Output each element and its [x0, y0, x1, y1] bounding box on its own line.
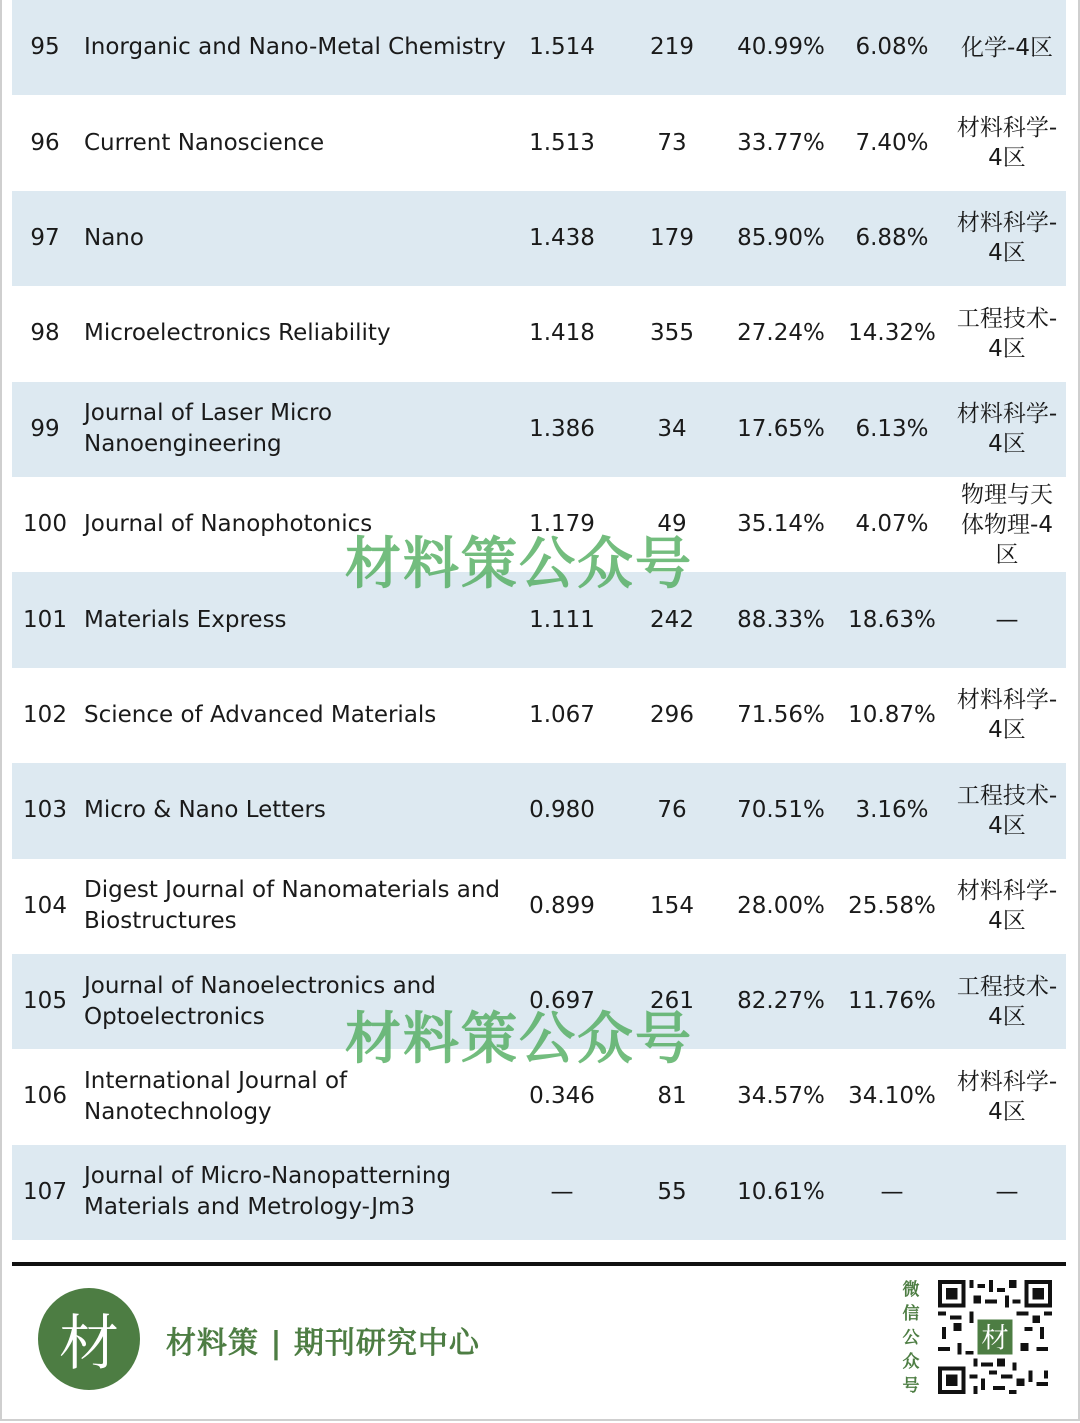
rank-cell: 101	[23, 606, 67, 633]
rank-cell: 97	[30, 224, 60, 251]
article-count-cell: 179	[650, 224, 694, 251]
self-citation-cell: 6.13%	[855, 415, 929, 442]
article-count-cell: 49	[657, 511, 687, 538]
impact-factor-cell: 0.980	[529, 797, 595, 824]
zone-cell: 工程技术-4区	[956, 782, 1058, 839]
self-citation-cell: 34.10%	[848, 1083, 936, 1110]
rank-cell: 100	[23, 511, 67, 538]
self-citation-cell: 3.16%	[855, 797, 929, 824]
brand-title: 材料策 | 期刊研究中心	[166, 1326, 480, 1361]
journal-table	[12, 0, 1066, 1240]
oa-ratio-cell: 33.77%	[737, 129, 825, 156]
oa-ratio-cell: 40.99%	[737, 34, 825, 61]
impact-factor-cell: 0.899	[529, 892, 595, 919]
impact-factor-cell: 1.067	[529, 701, 595, 728]
article-count-cell: 219	[650, 34, 694, 61]
self-citation-cell: 6.88%	[855, 224, 929, 251]
table-row	[12, 477, 1066, 572]
self-citation-cell: —	[880, 1178, 904, 1205]
table-row	[12, 572, 1066, 667]
journal-name-cell: Nano	[84, 224, 144, 251]
impact-factor-cell: 1.418	[529, 320, 595, 347]
table-row	[12, 859, 1066, 954]
zone-cell: 材料科学-4区	[956, 115, 1058, 172]
article-count-cell: 242	[650, 606, 694, 633]
oa-ratio-cell: 34.57%	[737, 1083, 825, 1110]
table-row	[12, 286, 1066, 381]
zone-cell: 工程技术-4区	[956, 305, 1058, 362]
watermark: 材料策公众号	[345, 1007, 693, 1072]
oa-ratio-cell: 27.24%	[737, 320, 825, 347]
self-citation-cell: 10.87%	[848, 701, 936, 728]
article-count-cell: 81	[657, 1083, 687, 1110]
rank-cell: 104	[23, 892, 67, 919]
rank-cell: 102	[23, 701, 67, 728]
zone-cell: 化学-4区	[961, 34, 1053, 61]
oa-ratio-cell: 17.65%	[737, 415, 825, 442]
journal-name-cell: Microelectronics Reliability	[84, 320, 391, 347]
watermark: 材料策公众号	[345, 532, 693, 597]
table-row	[12, 763, 1066, 858]
self-citation-cell: 6.08%	[855, 34, 929, 61]
footer	[12, 1266, 1066, 1416]
journal-name-cell: Science of Advanced Materials	[84, 701, 437, 728]
article-count-cell: 55	[657, 1178, 687, 1205]
oa-ratio-cell: 28.00%	[737, 892, 825, 919]
oa-ratio-cell: 35.14%	[737, 511, 825, 538]
self-citation-cell: 11.76%	[848, 988, 936, 1015]
journal-name-cell: Journal of Nanoelectronics and Optoelectronics	[84, 972, 436, 1030]
rank-cell: 106	[23, 1083, 67, 1110]
svg-text:材: 材	[981, 1321, 1009, 1354]
article-count-cell: 296	[650, 701, 694, 728]
rank-cell: 103	[23, 797, 67, 824]
zone-cell: 材料科学-4区	[956, 687, 1058, 744]
table-row	[12, 668, 1066, 763]
table-row	[12, 1145, 1066, 1240]
impact-factor-cell: 0.697	[529, 988, 595, 1015]
impact-factor-cell: 1.386	[529, 415, 595, 442]
wechat-label: 微信公众号	[902, 1280, 920, 1396]
brand-logo: 材	[38, 1288, 140, 1390]
impact-factor-cell: 1.111	[529, 606, 595, 633]
article-count-cell: 34	[657, 415, 687, 442]
rank-cell: 95	[30, 34, 60, 61]
zone-cell: —	[995, 607, 1019, 634]
self-citation-cell: 7.40%	[855, 129, 929, 156]
journal-name-cell: Inorganic and Nano-Metal Chemistry	[84, 34, 506, 61]
zone-cell: 材料科学-4区	[956, 878, 1058, 935]
rank-cell: 99	[30, 415, 60, 442]
zone-cell: 材料科学-4区	[956, 1068, 1058, 1125]
rank-cell: 98	[30, 320, 60, 347]
journal-name-cell: Journal of Nanophotonics	[84, 511, 373, 538]
oa-ratio-cell: 71.56%	[737, 701, 825, 728]
impact-factor-cell: 1.179	[529, 511, 595, 538]
self-citation-cell: 25.58%	[848, 892, 936, 919]
article-count-cell: 261	[650, 988, 694, 1015]
impact-factor-cell: 1.514	[529, 34, 595, 61]
table-row	[12, 95, 1066, 190]
journal-name-cell: Journal of Laser Micro Nanoengineering	[84, 400, 333, 458]
self-citation-cell: 4.07%	[855, 511, 929, 538]
impact-factor-cell: —	[550, 1178, 574, 1205]
zone-cell: —	[995, 1179, 1019, 1206]
article-count-cell: 76	[657, 797, 687, 824]
journal-name-cell: Micro & Nano Letters	[84, 797, 326, 824]
table-row	[12, 191, 1066, 286]
impact-factor-cell: 0.346	[529, 1083, 595, 1110]
journal-name-cell: Materials Express	[84, 606, 287, 633]
zone-cell: 工程技术-4区	[956, 973, 1058, 1030]
zone-cell: 材料科学-4区	[956, 401, 1058, 458]
impact-factor-cell: 1.438	[529, 224, 595, 251]
self-citation-cell: 14.32%	[848, 320, 936, 347]
oa-ratio-cell: 82.27%	[737, 988, 825, 1015]
zone-cell: 材料科学-4区	[956, 210, 1058, 267]
impact-factor-cell: 1.513	[529, 129, 595, 156]
rank-cell: 105	[23, 988, 67, 1015]
article-count-cell: 154	[650, 892, 694, 919]
rank-cell: 96	[30, 129, 60, 156]
table-row	[12, 0, 1066, 95]
qr-code-icon	[938, 1280, 1052, 1394]
article-count-cell: 355	[650, 320, 694, 347]
table-row	[12, 1049, 1066, 1144]
table-row	[12, 382, 1066, 477]
table-row	[12, 954, 1066, 1049]
oa-ratio-cell: 88.33%	[737, 606, 825, 633]
journal-name-cell: Journal of Micro-Nanopatterning Materials and Metrology-Jm3	[84, 1163, 451, 1221]
oa-ratio-cell: 85.90%	[737, 224, 825, 251]
self-citation-cell: 18.63%	[848, 606, 936, 633]
oa-ratio-cell: 10.61%	[737, 1178, 825, 1205]
article-count-cell: 73	[657, 129, 687, 156]
oa-ratio-cell: 70.51%	[737, 797, 825, 824]
journal-name-cell: Current Nanoscience	[84, 129, 325, 156]
zone-cell: 物理与天体物理-4区	[961, 481, 1053, 568]
journal-name-cell: Digest Journal of Nanomaterials and Biostructures	[84, 877, 501, 935]
journal-name-cell: International Journal of Nanotechnology	[84, 1067, 348, 1125]
rank-cell: 107	[23, 1178, 67, 1205]
